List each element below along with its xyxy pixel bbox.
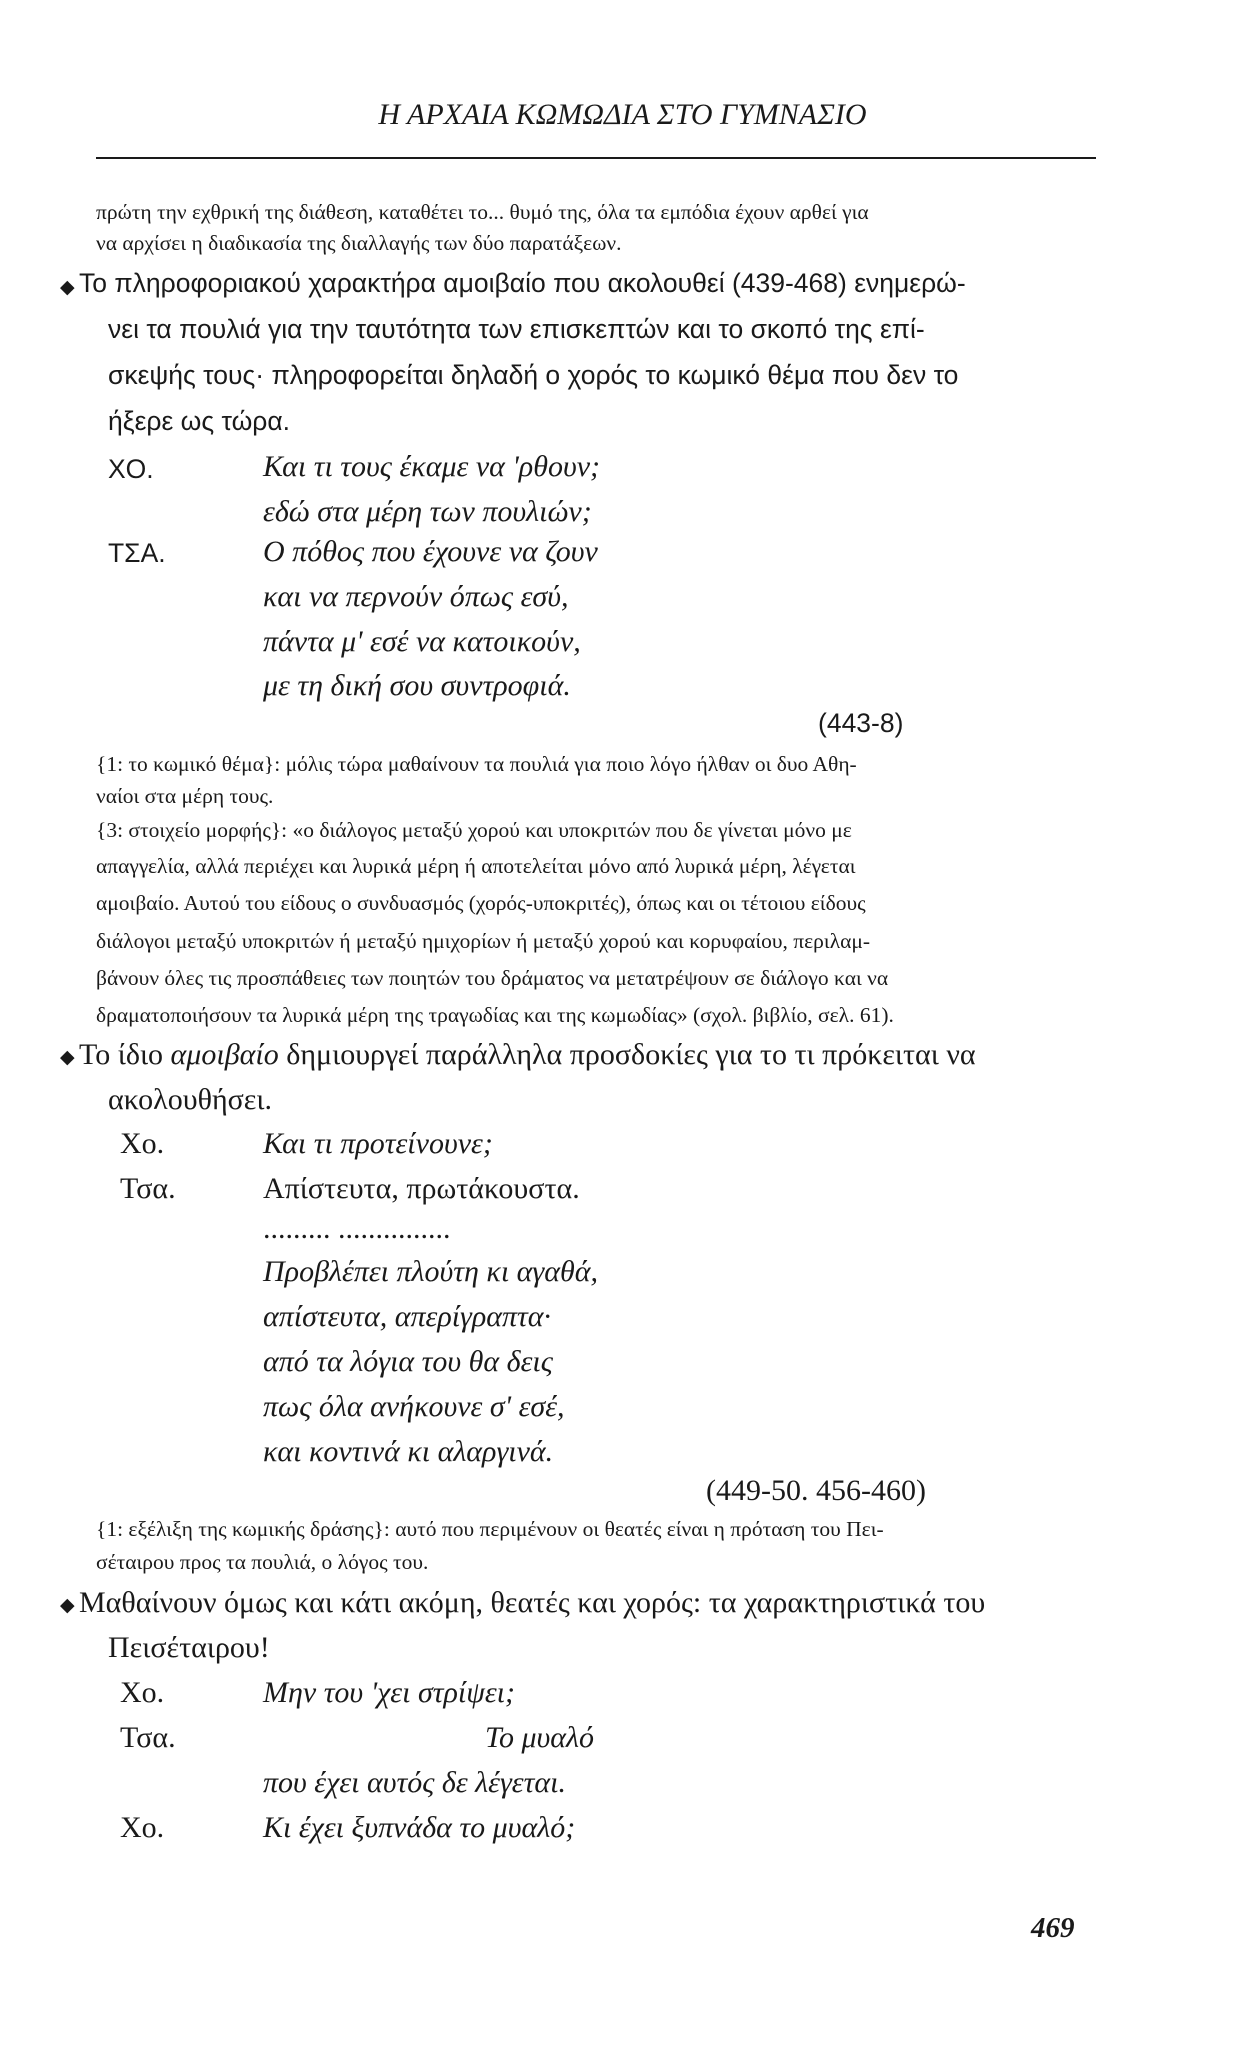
speaker-xo: ΧΟ. — [108, 454, 154, 484]
verse-line: πως όλα ανήκουνε σ' εσέ, — [263, 1390, 565, 1423]
intro-line-2: να αρχίσει η διαδικασία της διαλλαγής των δύο παρατάξεων. — [96, 231, 622, 255]
verse-line: πάντα μ' εσέ να κατοικούν, — [263, 625, 581, 658]
speaker-xo: Χο. — [120, 1811, 165, 1844]
verse-line: και κοντινά κι αλαργινά. — [263, 1435, 554, 1468]
verse-line: Κι έχει ξυπνάδα το μυαλό; — [263, 1811, 576, 1844]
verse-line: από τα λόγια του θα δεις — [263, 1345, 553, 1378]
speaker-tsa: Τσα. — [120, 1721, 176, 1754]
verse-line: Και τι τους έκαμε να 'ρθουν; — [263, 450, 601, 483]
bullet-diamond-icon: ◆ — [60, 277, 75, 298]
speaker-tsa: Τσα. — [120, 1172, 176, 1205]
verse-line: απίστευτα, απερίγραπτα· — [263, 1300, 552, 1333]
verse-reference: (443-8) — [818, 708, 904, 738]
bullet3-line-1: Μαθαίνουν όμως και κάτι ακόμη, θεατές και χορός: τα χαρακτηριστικά του — [79, 1586, 986, 1619]
note1-line-1: {1: το κωμικό θέμα}: μόλις τώρα μαθαίνουν τα πουλιά για ποιο λόγο ήλθαν οι δυο Αθη- — [96, 752, 857, 776]
verse-line: Ο πόθος που έχουνε να ζουν — [263, 535, 598, 568]
bullet1-line-1: Το πληροφοριακού χαρακτήρα αμοιβαίο που ακολουθεί (439-468) ενημερώ- — [79, 268, 966, 298]
verse-reference: (449-50. 456-460) — [706, 1474, 926, 1507]
note2-line-3: αμοιβαίο. Αυτού του είδους ο συνδυασμός (χορός-υποκριτές), όπως και οι τέτοιου είδους — [96, 891, 866, 915]
bullet3-line-2: Πεισέταιρου! — [108, 1631, 270, 1664]
bullet1-line-3: σκεψής τους· πληροφορείται δηλαδή ο χορός το κωμικό θέμα που δεν το — [108, 360, 959, 390]
bullet-diamond-icon: ◆ — [60, 1047, 75, 1068]
note2-line-2: απαγγελία, αλλά περιέχει και λυρικά μέρη ή αποτελείται μόνο από λυρικά μέρη, λέγεται — [96, 854, 856, 878]
verse-line: Μην του 'χει στρίψει; — [263, 1676, 516, 1709]
bullet1-line-2: νει τα πουλιά για την ταυτότητα των επισκεπτών και το σκοπό της επί- — [108, 314, 925, 344]
bullet1-line-4: ήξερε ως τώρα. — [108, 406, 291, 436]
note2-line-4: διάλογοι μεταξύ υποκριτών ή μεταξύ ημιχορίων ή μεταξύ χορού και κορυφαίου, περιλαμ- — [96, 929, 871, 953]
verse-line: και να περνούν όπως εσύ, — [263, 580, 569, 613]
note2-line-6: δραματοποιήσουν τα λυρικά μέρη της τραγωδίας και της κωμωδίας» (σχολ. βιβλίο, σελ. 61). — [96, 1003, 894, 1027]
note1-line-2: ναίοι στα μέρη τους. — [96, 784, 274, 808]
header-rule — [96, 157, 1096, 159]
verse-line: εδώ στα μέρη των πουλιών; — [263, 495, 592, 528]
verse-line: Και τι προτείνουνε; — [263, 1127, 493, 1160]
note2-line-5: βάνουν όλες τις προσπάθειες των ποιητών του δράματος να μετατρέψουν σε διάλογο και να — [96, 966, 889, 990]
intro-line-1: πρώτη την εχθρική της διάθεση, καταθέτει το... θυμό της, όλα τα εμπόδια έχουν αρθεί για — [96, 200, 869, 224]
verse-line: Το μυαλό — [485, 1721, 595, 1754]
speaker-xo: Χο. — [120, 1127, 165, 1160]
verse-line: που έχει αυτός δε λέγεται. — [263, 1766, 566, 1799]
page-number: 469 — [1031, 1912, 1075, 1944]
note3-line-1: {1: εξέλιξη της κωμικής δράσης}: αυτό που περιμένουν οι θεατές είναι η πρόταση του Πει- — [96, 1517, 884, 1541]
speaker-xo: Χο. — [120, 1676, 165, 1709]
bullet-diamond-icon: ◆ — [60, 1595, 75, 1616]
verse-line: Προβλέπει πλούτη κι αγαθά, — [263, 1255, 598, 1288]
running-header: Η ΑΡΧΑΙΑ ΚΩΜΩΔΙΑ ΣΤΟ ΓΥΜΝΑΣΙΟ — [378, 98, 867, 131]
note3-line-2: σέταιρου προς τα πουλιά, ο λόγος του. — [96, 1550, 429, 1574]
bullet2-line-1: Το ίδιο αμοιβαίο δημιουργεί παράλληλα προσδοκίες για το τι πρόκειται να — [79, 1038, 976, 1071]
verse-line: με τη δική σου συντροφιά. — [263, 669, 571, 702]
bullet2-line-2: ακολουθήσει. — [108, 1083, 272, 1116]
note2-line-1: {3: στοιχείο μορφής}: «ο διάλογος μεταξύ χορού και υποκριτών που δε γίνεται μόνο με — [96, 818, 852, 842]
verse-omission: ......... ............... — [263, 1212, 451, 1245]
speaker-tsa: ΤΣΑ. — [108, 538, 166, 568]
verse-line: Απίστευτα, πρωτάκουστα. — [263, 1172, 580, 1205]
